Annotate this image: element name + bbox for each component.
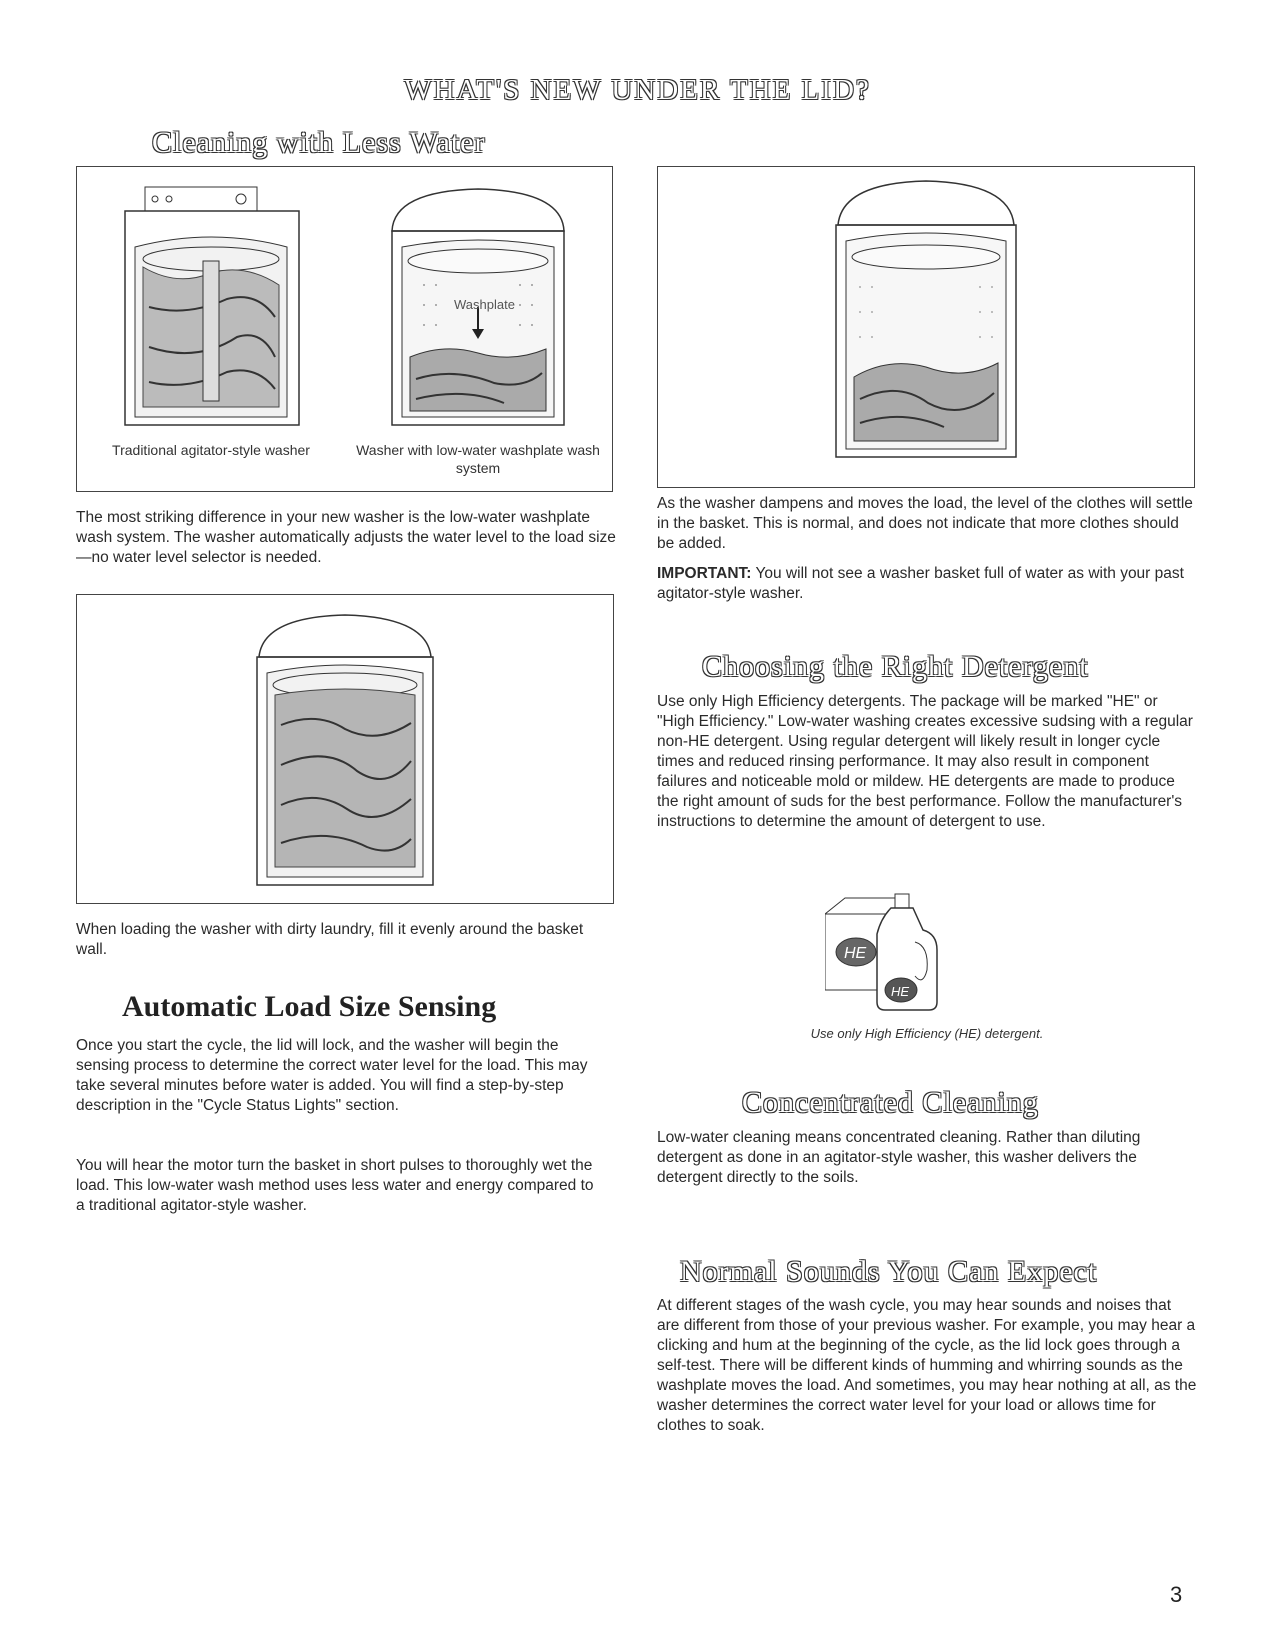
heading-cleaning-less-water: Cleaning with Less Water [152,126,486,159]
washplate-label: Washplate [454,297,515,312]
he-detergent-illustration [825,890,965,1020]
he-bottle-label: HE [891,984,910,999]
paragraph-settle: As the washer dampens and moves the load, the level of the clothes will settle in the basket. This is normal, and does not indicate that more clothes should be added. [657,495,1193,552]
paragraph-concentrated: Low-water cleaning means concentrated cleaning. Rather than diluting detergent as done in an agitator-style washer, this washer delivers the detergent directly to the soils. [657,1129,1141,1186]
figure-loaded-washer [76,594,614,904]
figure-traditional-washer [76,166,346,492]
heading-normal-sounds: Normal Sounds You Can Expect [680,1255,1098,1288]
important-text: You will not see a washer basket full of water as with your past agitator-style washer. [657,565,1184,602]
heading-automatic-load-size-sensing: Automatic Load Size Sensing [122,990,497,1023]
settled-load-illustration [658,167,1194,487]
paragraph-auto-load-1: Once you start the cycle, the lid will lock, and the washer will begin the sensing process to determine the correct water level for the load. This may take several minutes before water is added. You will find a step-by-step description in the "Cycle Status Lights" section. [76,1037,588,1114]
paragraph-auto-load-2: You will hear the motor turn the basket in short pulses to thoroughly wet the load. This low-water wash method uses less water and energy compared to a traditional agitator-style washer. [76,1157,594,1214]
caption-traditional-washer: Traditional agitator-style washer [112,442,310,458]
paragraph-detergent: Use only High Efficiency detergents. The package will be marked "HE" or "High Efficiency." Low-water washing creates excessive sudsing with a regular non-HE detergent. Using regular detergent will likely result in longer cycle times and reduced rinsing performance. It may also result in component failures and noticeable mold or mildew. HE detergents are made to produce the right amount of suds for the best performance. Follow the manufacturer's instructions to determine the amount of detergent to use. [657,693,1193,830]
paragraph-loading: When loading the washer with dirty laundry, fill it evenly around the basket wall. [76,921,584,958]
figure-lowwater-washer [344,166,613,492]
page-title: WHAT'S NEW UNDER THE LID? [404,74,871,106]
paragraph-sounds: At different stages of the wash cycle, you may hear sounds and noises that are different from those of your previous washer. For example, you may hear a clicking and hum at the beginning of the cycle, as the lid lock goes through a self-test. There will be different kinds of humming and whirring sounds as the washplate moves the load. And sometimes, you may hear nothing at all, as the washer determines the correct water level for your load or allows time for clothes to soak. [657,1297,1197,1434]
page-number: 3 [1170,1582,1183,1607]
he-detergent-figure [825,890,965,1025]
heading-choosing-detergent: Choosing the Right Detergent [702,650,1089,683]
paragraph-important [657,564,1197,604]
loaded-washer-illustration [77,595,613,903]
caption-lowwater-washer: Washer with low-water washplate wash system [356,442,600,476]
detergent-figure-caption: Use only High Efficiency (HE) detergent. [810,1026,1044,1041]
heading-concentrated-cleaning: Concentrated Cleaning [742,1086,1039,1119]
he-box-label: HE [844,945,867,962]
figure-settled-load [657,166,1195,488]
important-label: IMPORTANT: [657,565,752,582]
paragraph-less-water: The most striking difference in your new washer is the low-water washplate wash system. The washer automatically adjusts the water level to the load size—no water level selector is needed. [76,509,616,566]
